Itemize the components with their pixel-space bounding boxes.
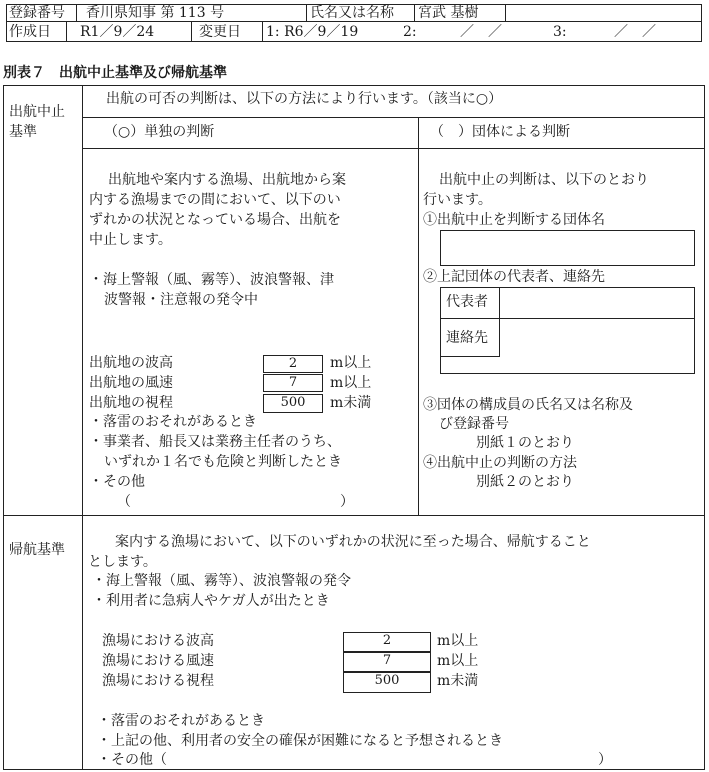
criterion-value: 7 [263, 374, 323, 392]
text-line: 行います。 [423, 192, 492, 208]
text-line: ③団体の構成員の氏名又は名称及 [423, 397, 633, 413]
criterion-label: 漁場における波高 [102, 633, 214, 649]
bullet-item: ・落雷のおそれがあるとき [89, 414, 257, 430]
text-line: 中止します。 [89, 232, 172, 248]
text-line: 別紙１のとおり [476, 435, 574, 451]
paren-open: （ [117, 494, 131, 510]
criterion-unit: m以上 [330, 375, 372, 391]
criterion-value: 7 [343, 652, 431, 672]
text-line: とします。 [88, 554, 157, 570]
criterion-label: 出航地の風速 [89, 375, 173, 391]
bullet-item: ・その他（ [97, 752, 167, 768]
text-line: 別紙２のとおり [476, 474, 574, 490]
group-item-1: ①出航中止を判断する団体名 [423, 212, 605, 228]
criterion-value: 500 [343, 672, 431, 693]
bullet-item: ・利用者に急病人やケガ人が出たとき [92, 593, 330, 609]
departure-label-1: 出航中止 [9, 104, 65, 120]
created-value: R1／9／24 [80, 24, 155, 40]
paren-close: ） [598, 752, 612, 768]
change-3-prefix: 3: [553, 24, 567, 40]
text-line: び登録番号 [439, 416, 509, 432]
criterion-label: 漁場における風速 [102, 653, 214, 669]
rep-label: 代表者 [446, 294, 488, 310]
change-1: 1: R6／9／19 [266, 24, 359, 40]
text-line: 波警報・注意報の発令中 [104, 292, 258, 308]
bullet-item: ・事業者、船長又は業務主任者のうち、 [89, 434, 341, 450]
criterion-unit: m以上 [437, 633, 479, 649]
change-2-prefix: 2: [403, 24, 417, 40]
departure-intro: 出航の可否の判断は、以下の方法により行います。（該当に○） [106, 91, 503, 107]
criterion-value: 2 [343, 632, 431, 652]
text-line: 出航中止の判断は、以下のとおり [439, 172, 649, 188]
bullet-item: ・上記の他、利用者の安全の確保が困難になると予想されるとき [97, 733, 503, 749]
group-heading: （ ）団体による判断 [430, 124, 570, 140]
text-line: ・海上警報（風、霧等）、波浪警報、津 [89, 272, 334, 288]
criterion-unit: m以上 [330, 355, 372, 371]
name-label: 氏名又は名称 [310, 5, 394, 21]
section-title: 別表７ 出航中止基準及び帰航基準 [3, 65, 227, 81]
return-label: 帰航基準 [9, 542, 65, 558]
criterion-label: 出航地の視程 [89, 395, 173, 411]
criterion-unit: m以上 [437, 653, 479, 669]
text-line: 出航地や案内する漁場、出航地から案 [108, 172, 346, 188]
reg-no-value: 香川県知事 第 113 号 [86, 5, 225, 21]
text-line: 内する漁場までの間において、以下のい [89, 192, 341, 208]
single-heading: （○）単独の判断 [104, 124, 215, 140]
created-label: 作成日 [9, 24, 51, 40]
change-3-slashes: ／ ／ [614, 24, 656, 40]
paren-close: ） [340, 494, 354, 510]
name-value: 宮武 基樹 [418, 5, 479, 21]
bullet-item: ・海上警報（風、霧等）、波浪警報の発令 [92, 573, 351, 589]
criterion-label: 出航地の波高 [89, 355, 173, 371]
bullet-item: ・落雷のおそれがあるとき [97, 713, 265, 729]
bullet-item: ・その他 [89, 474, 145, 490]
criterion-unit: m未満 [330, 395, 372, 411]
criterion-value: 2 [263, 355, 323, 373]
text-line: 案内する漁場において、以下のいずれかの状況に至った場合、帰航すること [115, 534, 591, 550]
departure-label-2: 基準 [9, 124, 37, 140]
contact-label: 連絡先 [446, 330, 488, 346]
text-line: ④出航中止の判断の方法 [423, 455, 577, 471]
criterion-value: 500 [263, 394, 323, 413]
group-item-2: ②上記団体の代表者、連絡先 [423, 269, 605, 285]
group-name-box [440, 230, 695, 266]
criterion-unit: m未満 [437, 673, 479, 689]
changed-label: 変更日 [199, 24, 241, 40]
criterion-label: 漁場における視程 [102, 673, 214, 689]
bullet-item: いずれか１名でも危険と判断したとき [104, 454, 342, 470]
reg-no-label: 登録番号 [9, 5, 65, 21]
text-line: ずれかの状況となっている場合、出航を [89, 212, 341, 228]
change-2-slashes: ／ ／ [460, 24, 502, 40]
